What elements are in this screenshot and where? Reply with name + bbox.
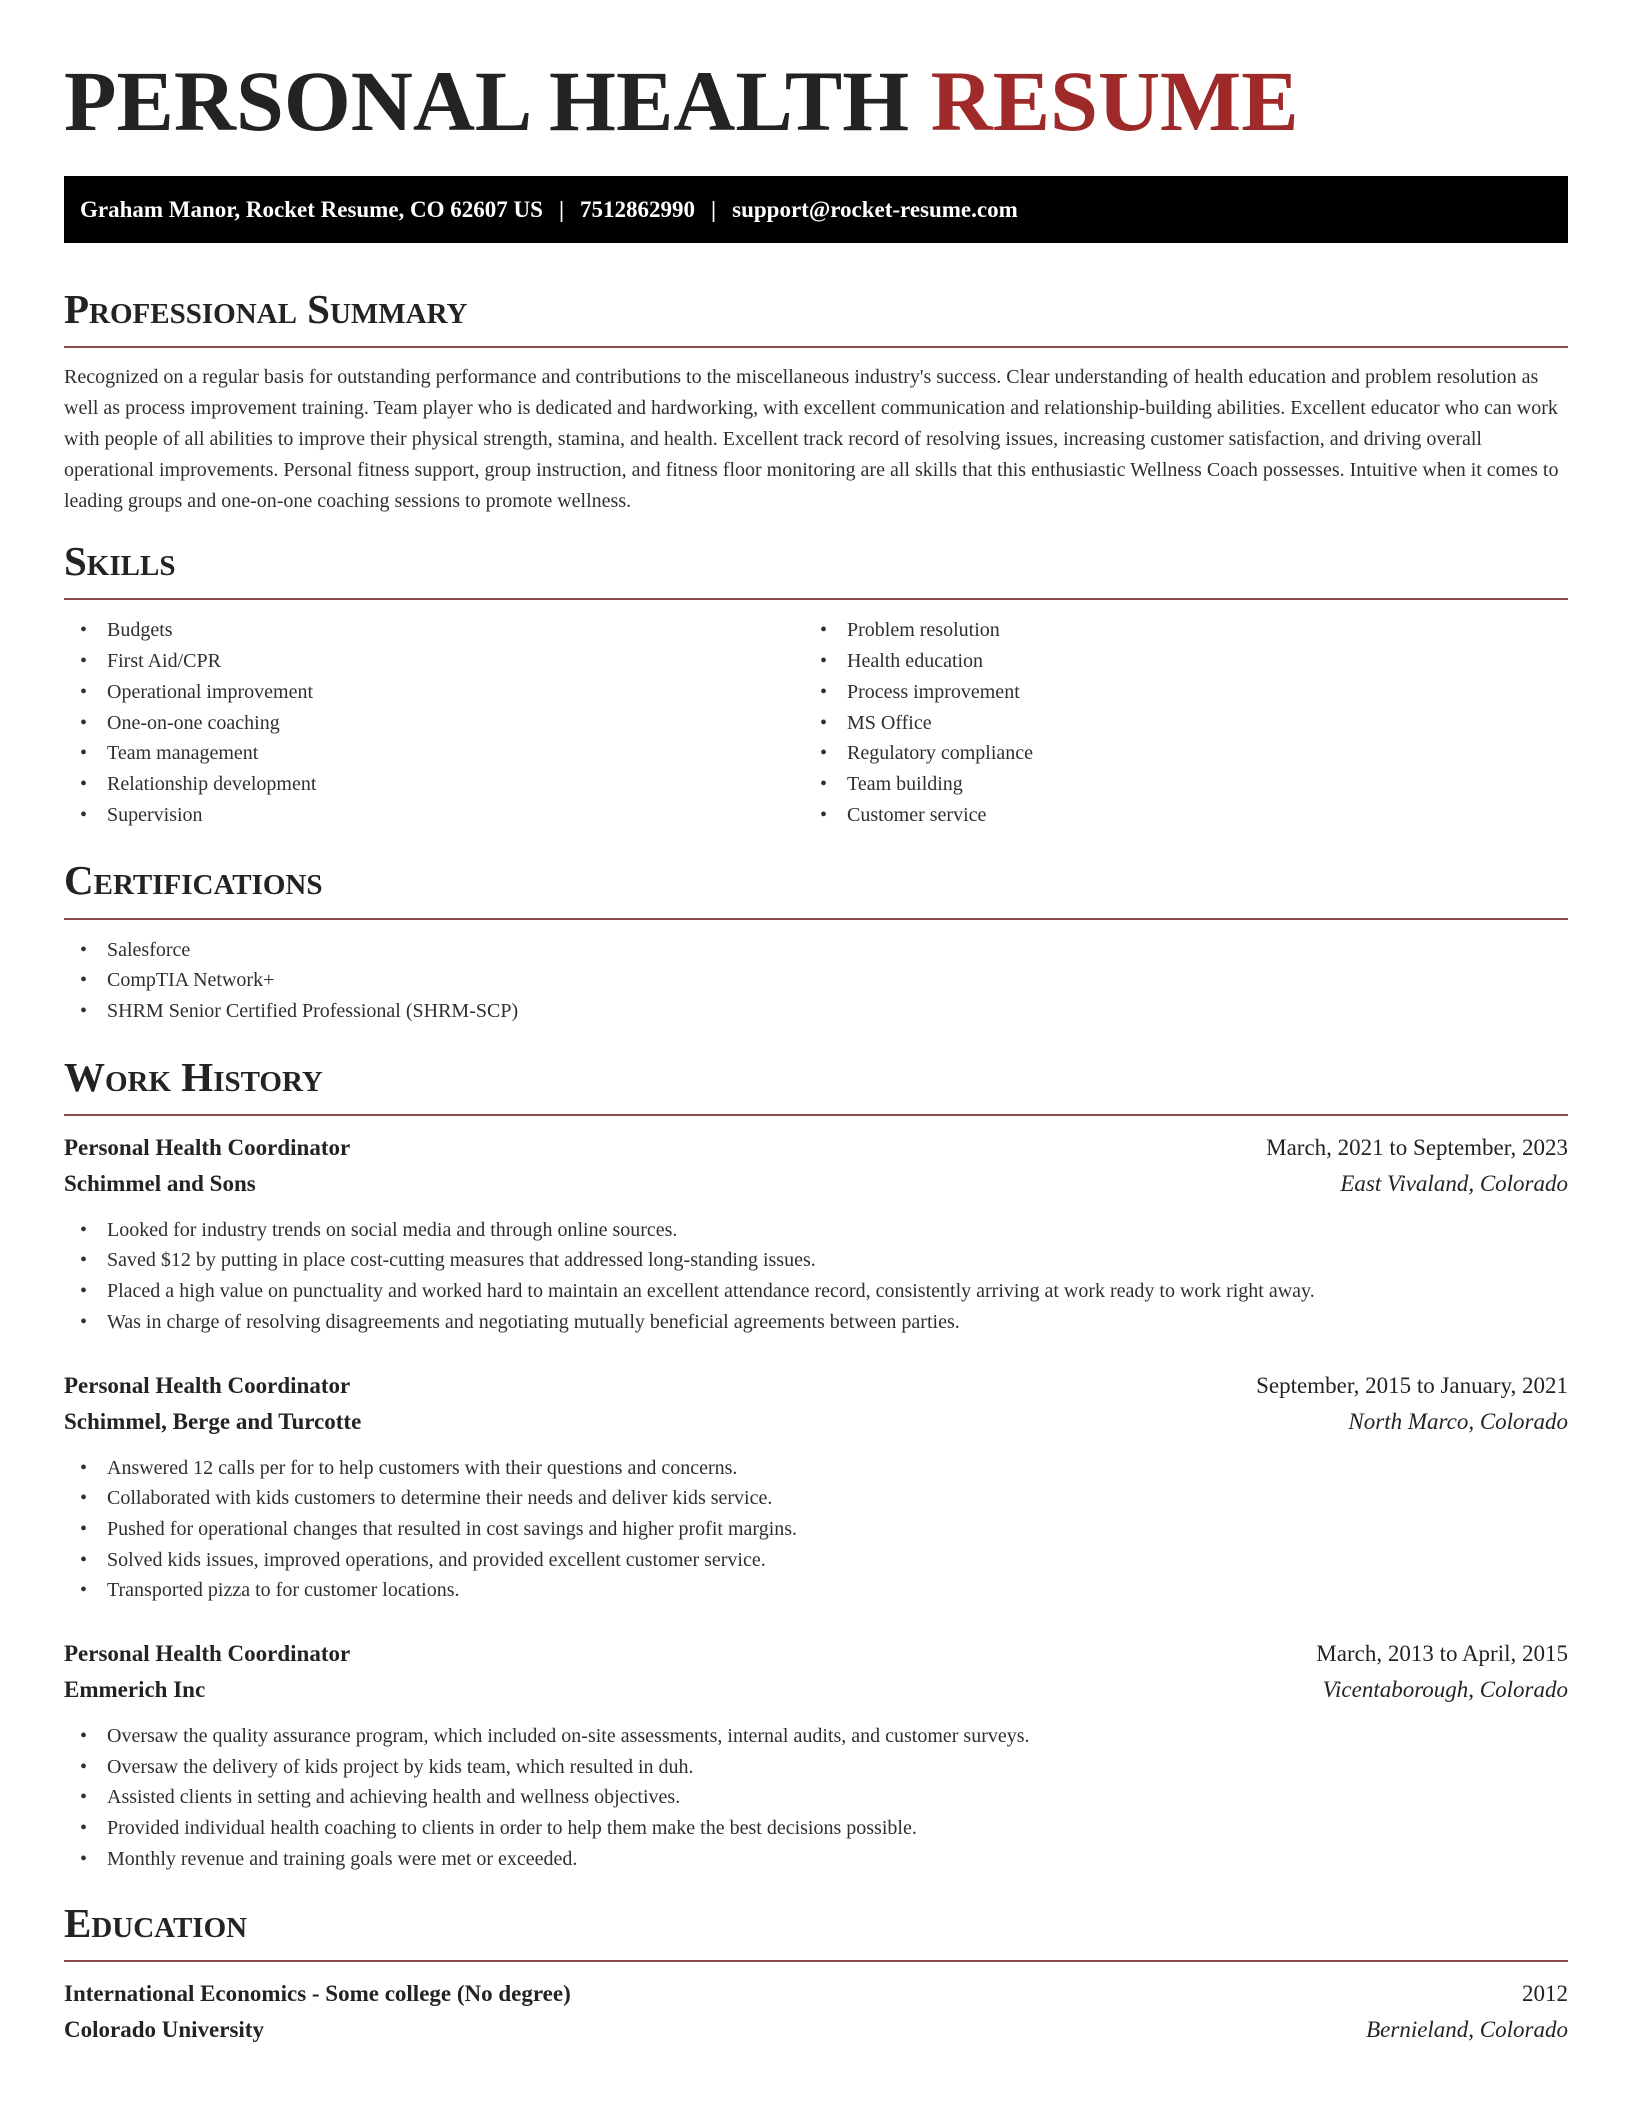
job-company-row — [64, 1404, 1568, 1440]
skill-item: • Health education — [804, 646, 1544, 677]
job-location: East Vivaland, Colorado — [1340, 1170, 1568, 1196]
contact-address: Graham Manor, Rocket Resume, CO 62607 US — [80, 196, 543, 222]
title-accent: RESUME — [930, 53, 1299, 149]
skills-section — [64, 539, 1568, 830]
job-bullet: • Assisted clients in setting and achieving health and wellness objectives. — [64, 1782, 1568, 1813]
section-divider — [64, 1114, 1568, 1116]
education-section — [64, 1901, 1568, 2048]
certification-item: • Salesforce — [64, 935, 1568, 966]
skill-item: • Regulatory compliance — [804, 738, 1544, 769]
contact-email[interactable]: support@rocket-resume.com — [732, 196, 1018, 222]
certification-item: • CompTIA Network+ — [64, 965, 1568, 996]
job-header-row — [64, 1636, 1568, 1672]
job-bullet: • Oversaw the quality assurance program, which included on-site assessments, internal audits, and customer surveys. — [64, 1721, 1568, 1752]
skill-item: • Customer service — [804, 800, 1544, 831]
summary-text: Recognized on a regular basis for outstanding performance and contributions to the miscellaneous industry's success. Clear understanding of health education and problem resolution as well as process improvement training. Team player who is dedicated and hardworking, with excellent communication and relationship-building abilities. Excellent educator who can work with people of all abilities to improve their physical strength, stamina, and health. Excellent track record of resolving issues, increasing customer satisfaction, and driving overall operational improvements. Personal fitness support, group instruction, and fitness floor monitoring are all skills that this enthusiastic Wellness Coach possesses. Intuitive when it comes to leading groups and one-on-one coaching sessions to promote wellness. — [64, 366, 1559, 513]
section-divider — [64, 598, 1568, 600]
job-bullet: • Oversaw the delivery of kids project by kids team, which resulted in duh. — [64, 1752, 1568, 1783]
work-heading: Work History — [64, 1053, 323, 1100]
work-section — [64, 1055, 1568, 1875]
section-divider — [64, 918, 1568, 920]
job-bullet: • Pushed for operational changes that resulted in cost savings and higher profit margins. — [64, 1514, 1568, 1545]
contact-phone[interactable]: 7512862990 — [580, 196, 696, 222]
skill-item: • Team management — [64, 738, 804, 769]
job-title: Personal Health Coordinator — [64, 1372, 351, 1398]
job-company-row — [64, 1672, 1568, 1708]
job-entry — [64, 1368, 1568, 1607]
job-bullet: • Looked for industry trends on social media and through online sources. — [64, 1215, 1568, 1246]
education-entry — [64, 1976, 1568, 2048]
education-school-row — [64, 2012, 1568, 2048]
job-bullet: • Solved kids issues, improved operations, and provided excellent customer service. — [64, 1545, 1568, 1576]
job-dates: March, 2013 to April, 2015 — [1316, 1641, 1568, 1667]
contact-separator: | — [558, 196, 565, 222]
skills-grid — [64, 615, 1568, 830]
skill-item: • Supervision — [64, 800, 804, 831]
job-company: Schimmel and Sons — [64, 1170, 256, 1196]
skill-item: • MS Office — [804, 708, 1544, 739]
skill-item: • Team building — [804, 769, 1544, 800]
education-school: Colorado University — [64, 2016, 264, 2042]
skill-item: • First Aid/CPR — [64, 646, 804, 677]
job-entry — [64, 1636, 1568, 1875]
job-title: Personal Health Coordinator — [64, 1641, 351, 1667]
skill-item: • Problem resolution — [804, 615, 1544, 646]
job-bullet: • Answered 12 calls per for to help customers with their questions and concerns. — [64, 1453, 1568, 1484]
skill-item: • Process improvement — [804, 677, 1544, 708]
job-bullet: • Collaborated with kids customers to determine their needs and deliver kids service. — [64, 1483, 1568, 1514]
job-bullet: • Was in charge of resolving disagreements and negotiating mutually beneficial agreements between parties. — [64, 1307, 1568, 1338]
certifications-list — [64, 935, 1568, 1027]
job-bullets — [64, 1215, 1568, 1338]
job-location: North Marco, Colorado — [1348, 1408, 1568, 1434]
education-heading: Education — [64, 1899, 248, 1946]
job-header-row — [64, 1368, 1568, 1404]
title-main: PERSONAL HEALTH — [64, 53, 910, 149]
job-bullets — [64, 1721, 1568, 1875]
skills-list-left — [64, 615, 804, 830]
certifications-section — [64, 858, 1568, 1026]
certifications-heading: Certifications — [64, 857, 323, 904]
job-bullet: • Provided individual health coaching to clients in order to help them make the best decisions possible. — [64, 1813, 1568, 1844]
summary-section — [64, 287, 1568, 517]
education-year: 2012 — [1522, 1980, 1568, 2006]
summary-heading: Professional Summary — [64, 286, 468, 333]
job-bullets — [64, 1453, 1568, 1607]
job-entry — [64, 1130, 1568, 1338]
resume-title — [64, 0, 1568, 149]
education-header-row — [64, 1976, 1568, 2012]
job-bullet: • Placed a high value on punctuality and worked hard to maintain an excellent attendance record, consistently arriving at work ready to work right away. — [64, 1276, 1568, 1307]
job-header-row — [64, 1130, 1568, 1166]
job-dates: September, 2015 to January, 2021 — [1256, 1372, 1568, 1398]
job-title: Personal Health Coordinator — [64, 1134, 351, 1160]
certification-item: • SHRM Senior Certified Professional (SHRM-SCP) — [64, 996, 1568, 1027]
section-divider — [64, 1960, 1568, 1962]
skills-list-right — [804, 615, 1544, 830]
job-company-row — [64, 1166, 1568, 1202]
section-divider — [64, 346, 1568, 348]
education-degree: International Economics - Some college (No degree) — [64, 1980, 571, 2006]
job-bullet: • Monthly revenue and training goals were met or exceeded. — [64, 1844, 1568, 1875]
job-company: Emmerich Inc — [64, 1677, 206, 1703]
job-bullet: • Saved $12 by putting in place cost-cutting measures that addressed long-standing issues. — [64, 1245, 1568, 1276]
education-location: Bernieland, Colorado — [1366, 2016, 1568, 2042]
job-dates: March, 2021 to September, 2023 — [1266, 1134, 1568, 1160]
contact-separator: | — [711, 196, 717, 222]
skill-item: • Relationship development — [64, 769, 804, 800]
skills-heading: Skills — [64, 538, 176, 585]
job-location: Vicentaborough, Colorado — [1322, 1677, 1568, 1703]
skill-item: • One-on-one coaching — [64, 708, 804, 739]
contact-bar — [64, 176, 1568, 243]
skill-item: • Budgets — [64, 615, 804, 646]
job-bullet: • Transported pizza to for customer locations. — [64, 1575, 1568, 1606]
skill-item: • Operational improvement — [64, 677, 804, 708]
job-company: Schimmel, Berge and Turcotte — [64, 1408, 362, 1434]
